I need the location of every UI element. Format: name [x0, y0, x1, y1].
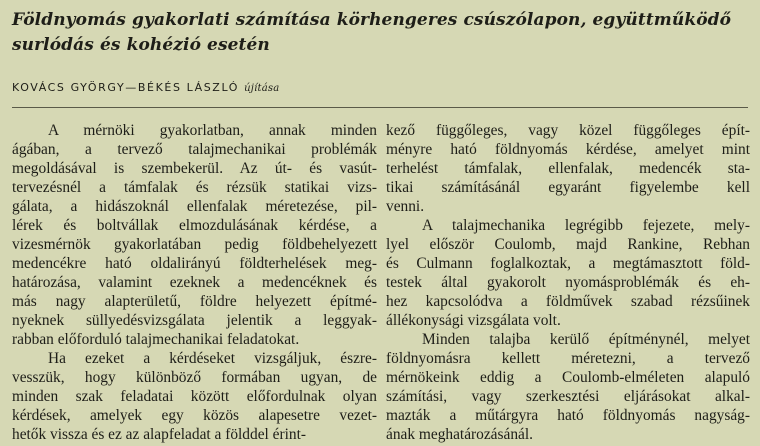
text-line: hetők vissza és ez az alapfeladat a földdel érint-	[12, 426, 306, 443]
left-column	[12, 121, 377, 444]
text-line: A mérnöki gyakorlatban, annak minden	[48, 122, 377, 139]
text-line: mérnökeink eddig a Coulomb-elméleten alapuló	[386, 369, 750, 386]
paragraph	[12, 349, 377, 444]
text-line: A talajmechanika legrégibb fejezete, mely-	[422, 217, 750, 234]
text-line: állékonysági vizsgálata volt.	[386, 312, 561, 329]
author-tag: újítása	[244, 83, 280, 94]
text-line: más nagy alapterületű, földre helyezett építmé-	[12, 293, 377, 310]
text-line: gálata, a hidászoknál ellenfalak méretezése, pil-	[12, 198, 377, 215]
text-line: rabban előforduló talajmechanikai feladatokat.	[12, 331, 300, 348]
text-line: lyel először Coulomb, majd Rankine, Rebhan	[386, 236, 750, 253]
header-divider	[12, 107, 748, 108]
paragraph	[386, 216, 750, 330]
paragraph	[12, 121, 377, 349]
text-line: vesszük, hogy különböző formában ugyan, de	[12, 369, 377, 386]
text-line: ményre ható földnyomás kérdése, amelyet mint	[386, 141, 750, 158]
text-line: tervezésnél a támfalak és rézsük statikai vizs-	[12, 179, 377, 196]
text-line: tikai számításánál egyaránt figyelembe kell	[386, 179, 750, 196]
text-line: mazták a műtárgyra ható földnyomás nagyság-	[386, 407, 750, 424]
text-line: határozása, valamint ezeknek a medencéknek és	[12, 274, 377, 291]
author-names: KOVÁCS GYÖRGY—BÉKÉS LÁSZLÓ	[12, 81, 240, 94]
text-line: megoldásával is szembekerül. Az út- és vasút-	[12, 160, 377, 177]
text-line: Ha ezeket a kérdéseket vizsgáljuk, észre-	[48, 350, 377, 367]
text-line: minden szak feladatai között előfordulnak olyan	[12, 388, 377, 405]
paragraph	[386, 121, 750, 216]
text-line: kérdések, amelyek egy közös alapesetre vezet-	[12, 407, 377, 424]
text-line: és Culmann foglalkoztak, a megtámasztott föld-	[386, 255, 750, 272]
text-line: számítási, vagy szerkesztési eljárásokat alkal-	[386, 388, 750, 405]
right-column	[386, 121, 750, 444]
text-line: ának meghatározásánál.	[386, 426, 533, 443]
text-line: medencékre ható oldalirányú földterhelések meg-	[12, 255, 377, 272]
text-line: vizesmérnök gyakorlatában pedig földbehelyezett	[12, 236, 377, 253]
text-line: testek által gyakorolt nyomásproblémák és eh-	[386, 274, 750, 291]
text-line: Minden talajba kerülő építménynél, melyet	[422, 331, 750, 348]
paragraph	[386, 330, 750, 444]
text-line: ágában, a tervező talajmechanikai problémák	[12, 141, 377, 158]
text-line: terhelést támfalak, ellenfalak, medencék sta-	[386, 160, 750, 177]
text-line: földnyomásra kellett méretezni, a tervező	[386, 350, 750, 367]
text-line: venni.	[386, 198, 425, 215]
article-title: Földnyomás gyakorlati számítása körhengeres csúszólapon, együttműködő surlódás és kohézió esetén	[12, 10, 732, 55]
text-line: hez kapcsolódva a földművek szabad rézsűinek	[386, 293, 750, 310]
text-line: kező függőleges, vagy közel függőleges épít-	[386, 122, 750, 139]
text-line: nyeknek süllyedésvizsgálata jelentik a leggyak-	[12, 312, 377, 329]
author-line	[12, 81, 752, 94]
text-line: lérek és boltvállak elmozdulásának kérdése, a	[12, 217, 377, 234]
